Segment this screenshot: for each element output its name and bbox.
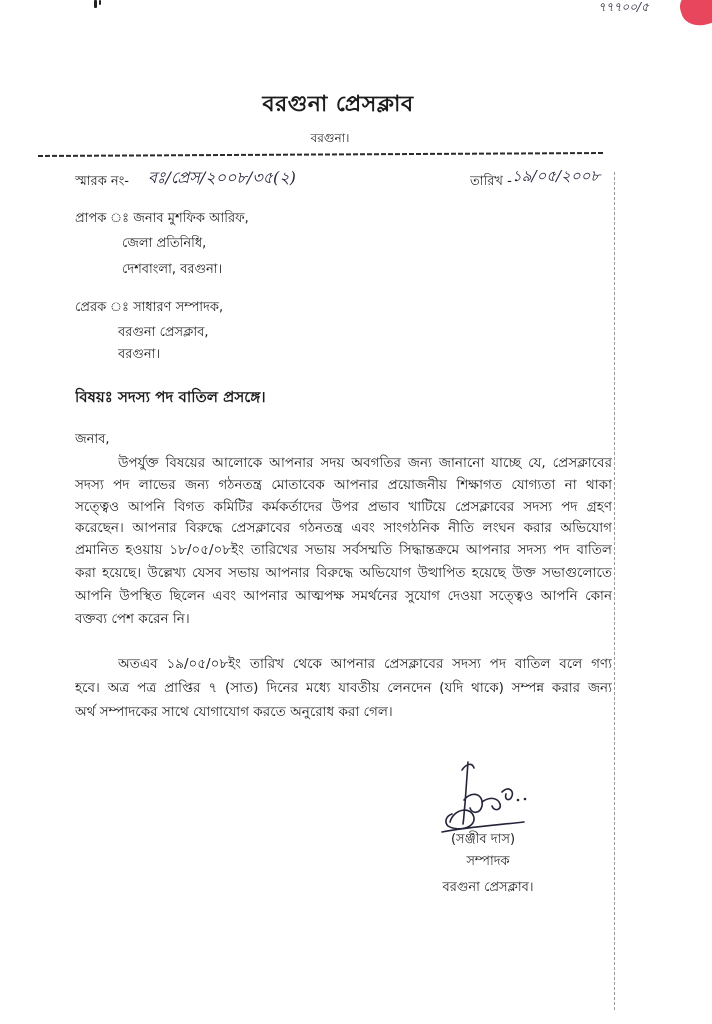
body-line: অর্থ সম্পাদকের সাথে যোগাযোগ করতে অনুরোধ করা গেল। — [75, 704, 393, 720]
date-value: ১৯/০৫/২০০৮ — [512, 167, 601, 185]
body-line: করেছেন। আপনার বিরুদ্ধে প্রেসক্লাবের গঠনতন্ত্র এবং সাংগঠনিক নীতি লংঘন করার অভিযোগ — [75, 520, 612, 536]
scan-speck — [94, 0, 97, 8]
scan-speck — [99, 0, 101, 5]
body-line: প্রমানিত হওয়ায় ১৮/০৫/০৮ইং তারিখের সভায় সর্বসম্মতি সিদ্ধান্তক্রমে আপনার সদস্য পদ বাতিল — [75, 542, 612, 558]
sender-address: বরগুনা। — [118, 347, 161, 362]
date-label: তারিখ - — [470, 174, 512, 189]
signatory-designation: সম্পাদক — [466, 854, 510, 869]
recipient-designation: জেলা প্রতিনিধি, — [122, 236, 207, 251]
body-line: বক্তব্য পেশ করেন নি। — [75, 611, 190, 627]
body-line: উপর্যুক্ত বিষয়ের আলোকে আপনার সদয় অবগতির জন্য জানানো যাচ্ছে যে, প্রেসক্লাবের — [118, 455, 612, 471]
sender-label: প্রেরক ঃ — [75, 300, 129, 315]
sender-designation: সাধারণ সম্পাদক, — [133, 300, 224, 315]
salutation: জনাব, — [75, 432, 110, 447]
memo-number: বঃ/প্রেস/২০০৮/৩৫(২) — [148, 168, 296, 187]
subject-text: সদস্য পদ বাতিল প্রসঙ্গে। — [117, 388, 266, 406]
body-line: করা হয়েছে। উল্লেখ্য যেসব সভায় আপনার বিরুদ্ধে অভিযোগ উত্থাপিত হয়েছে উক্ত সভাগুলোতে — [75, 565, 612, 581]
body-line: সত্ত্বেও আপনি বিগত কমিটির কর্মকর্তাদের উপর প্রভাব খাটিয়ে প্রেসক্লাবের সদস্য পদ গ্রহণ — [75, 499, 612, 515]
recipient-name: জনাব মুশফিক আরিফ, — [133, 211, 249, 226]
subject-label: বিষয়ঃ — [75, 388, 113, 406]
recipient-address: দেশবাংলা, বরগুনা। — [122, 262, 223, 277]
sender-first-line — [75, 298, 395, 318]
red-ink-mark — [675, 0, 712, 31]
body-line: আপনি উপস্থিত ছিলেন এবং আপনার আত্মপক্ষ সমর্থনের সুযোগ দেওয়া সত্ত্বেও আপনি কোন — [75, 588, 612, 604]
letterhead-title: বরগুনা প্রেসক্লাব — [262, 92, 414, 117]
handwritten-signature — [428, 756, 538, 840]
scan-fold-line — [614, 172, 615, 1010]
body-line: সদস্য পদ লাভের জন্য গঠনতন্ত্র মোতাবেক আপনার প্রয়োজনীয় শিক্ষাগত যোগ্যতা না থাকা — [75, 477, 612, 493]
recipient-first-line — [75, 209, 395, 229]
subject-line — [75, 386, 435, 408]
recipient-label: প্রাপক ঃ — [75, 211, 130, 226]
letterhead-place: বরগুনা। — [310, 131, 350, 145]
body-line: অতএব ১৯/০৫/০৮ইং তারিখ থেকে আপনার প্রেসক্লাবের সদস্য পদ বাতিল বলে গণ্য — [118, 656, 612, 672]
body-line: হবে। অত্র পত্র প্রাপ্তির ৭ (সাত) দিনের মধ্যে যাবতীয় লেনদেন (যদি থাকে) সম্পন্ন করার জন্য — [75, 680, 612, 696]
header-rule — [38, 150, 610, 160]
signatory-organization: বরগুনা প্রেসক্লাব। — [442, 880, 534, 895]
corner-note: ৭৭৭০০/৫ — [598, 0, 649, 14]
memo-label: স্মারক নং- — [75, 174, 129, 189]
signatory-name: (সঞ্জীব দাস) — [450, 832, 516, 847]
sender-organization: বরগুনা প্রেসক্লাব, — [118, 325, 209, 340]
